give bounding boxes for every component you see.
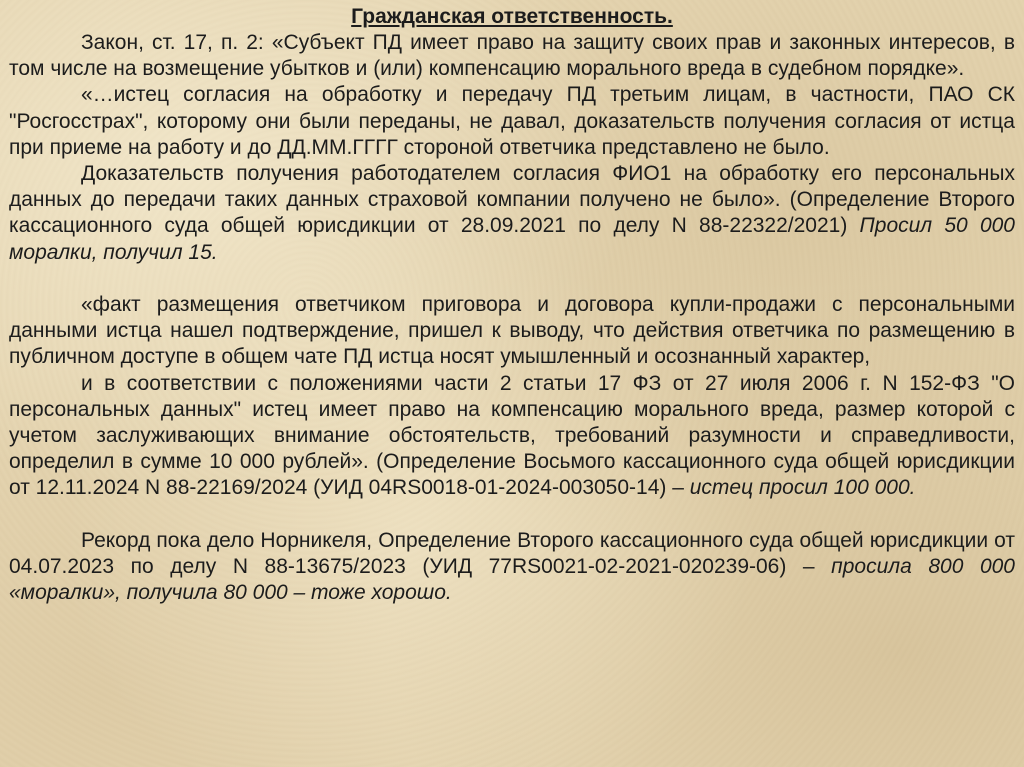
paragraph-court-ruling-1-text: Доказательств получения работодателем согласия ФИО1 на обработку его персональных данных до передачи таких данных страховой компании получено не было». (Определение Второго кассационного суда общей юрисдикции от 28.09.2021 по делу N 88-22322/2021) [9,162,1015,238]
paragraph-court-quote-2 [9,292,1015,371]
paragraph-court-ruling-1 [9,161,1015,266]
paragraph-law-article-text: Закон, ст. 17, п. 2: «Субъект ПД имеет право на защиту своих прав и законных интересов, в том числе на возмещение убытков и (или) компенсацию морального вреда в судебном порядке». [9,31,1015,81]
paragraph-court-ruling-1-comment: Просил 50 000 моралки, получил 15. [9,214,1015,264]
spacer [9,266,1015,292]
slide-content [9,4,1015,606]
paragraph-court-quote-1-text: «…истец согласия на обработку и передачу ПД третьим лицам, в частности, ПАО СК "Росгосстрах", которому они были переданы, не давал, доказательств получения согласия от истца при приеме на работу и до ДД.ММ.ГГГГ стороной ответчика представлено не было. [9,83,1015,159]
paragraph-court-quote-2-text: «факт размещения ответчиком приговора и договора купли-продажи с персональными данными истца нашел подтверждение, пришел к выводу, что действия ответчика по размещению в публичном доступе в общем чате ПД истца носят умышленный и осознанный характер, [9,293,1015,369]
paragraph-court-ruling-2-comment: истец просил 100 000. [689,476,916,500]
paragraph-court-quote-1 [9,82,1015,161]
paragraph-court-ruling-2-text: и в соответствии с положениями части 2 статьи 17 ФЗ от 27 июля 2006 г. N 152-ФЗ "О персональных данных" истец имеет право на компенсацию морального вреда, размер которой с учетом заслуживающих внимание обстоятельств, требований разумности и справедливости, определил в сумме 10 000 рублей». (Определение Восьмого кассационного суда общей юрисдикции от 12.11.2024 N 88-22169/2024 (УИД 04RS0018-01-2024-003050-14) – [9,371,1015,500]
paragraph-record-case-comment: просила 800 000 «моралки», получила 80 000 – тоже хорошо. [9,555,1015,605]
paragraph-law-article [9,30,1015,82]
paragraph-record-case [9,528,1015,607]
slide-title: Гражданская ответственность. [351,5,673,28]
paragraph-record-case-text: Рекорд пока дело Норникеля, Определение Второго кассационного суда общей юрисдикции от 04.07.2023 по делу N 88-13675/2023 (УИД 77RS0021-02-2021-020239-06) – [9,528,1015,579]
spacer [9,502,1015,528]
paragraph-court-ruling-2 [9,371,1015,502]
